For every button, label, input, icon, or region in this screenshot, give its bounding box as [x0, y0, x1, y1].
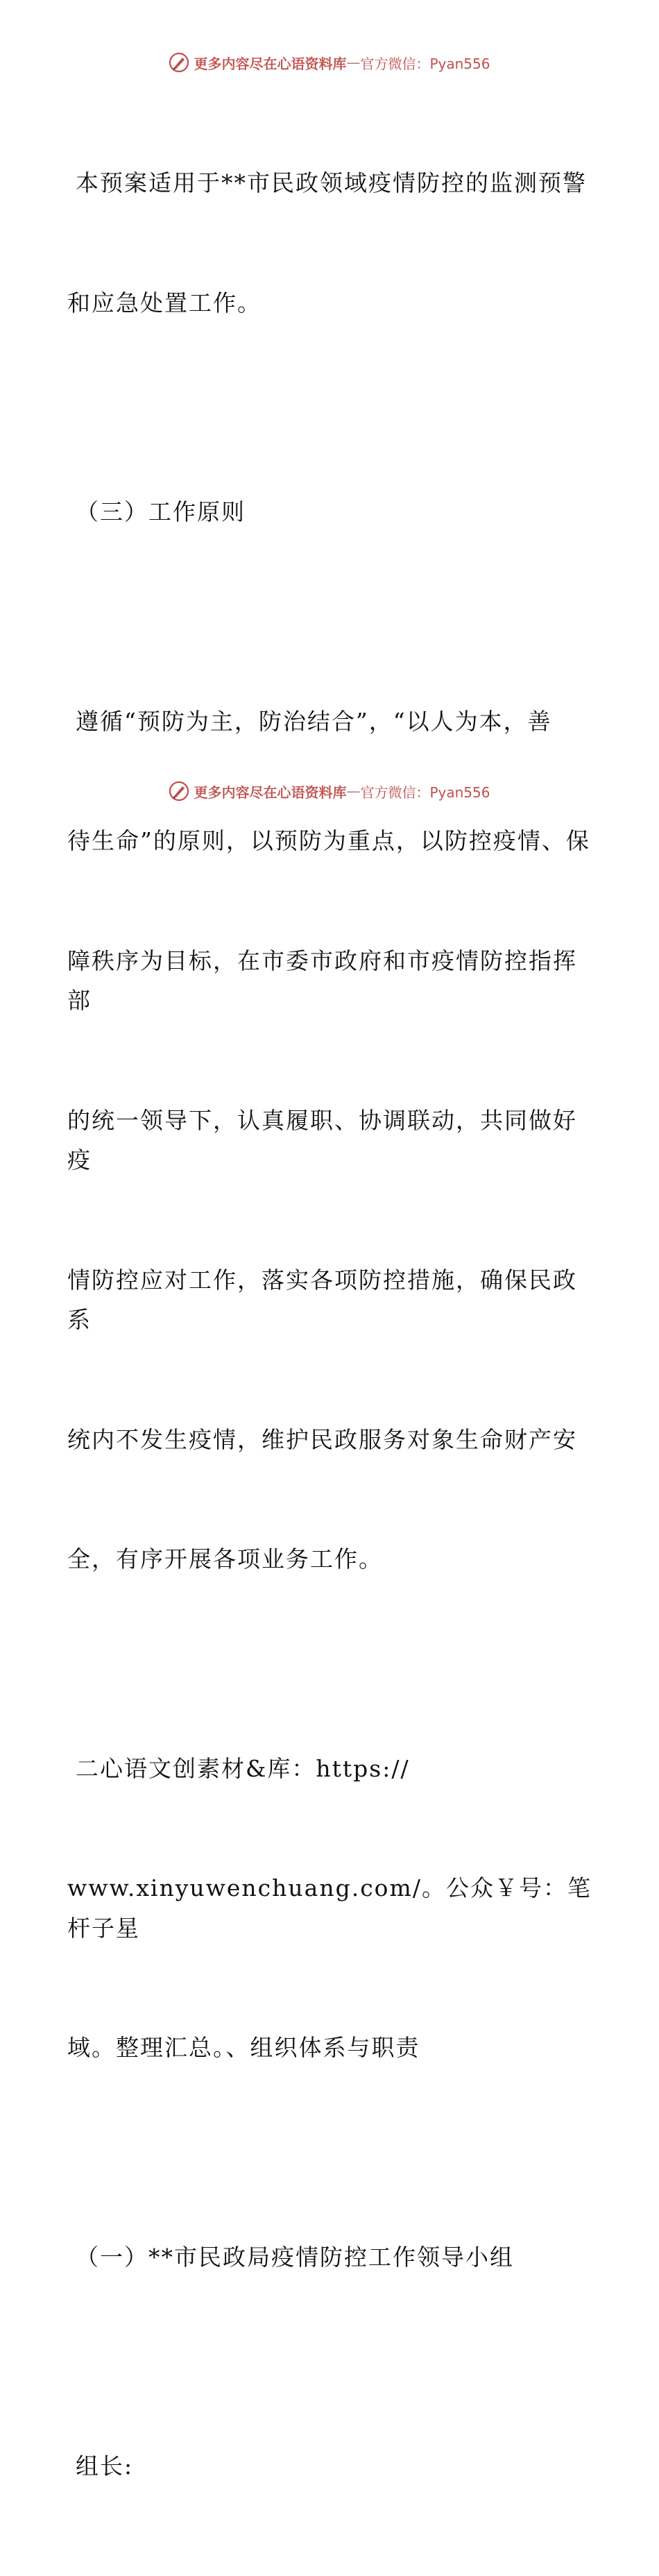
section-heading-principles: [67, 412, 594, 612]
text-line: 二心语文创素材&库：https://: [76, 1754, 410, 1782]
text-line: （一）**市民政局疫情防控工作领导小组: [76, 2243, 514, 2271]
text-line: （三）工作原则: [76, 498, 246, 525]
section-heading-leading-group: [67, 2158, 594, 2357]
text-line: 统内不发生疫情，维护民政服务对象生命财产安: [67, 1425, 577, 1453]
text-line: 全，有序开展各项业务工作。: [67, 1545, 383, 1573]
watermark-separator: —: [346, 54, 361, 71]
footer-watermark: [0, 777, 659, 805]
text-line: 的统一领导下，认真履职、协调联动，共同做好疫: [67, 1106, 577, 1173]
text-line: 待生命”的原则，以预防为重点，以防控疫情、保: [67, 827, 590, 854]
text-line: 和应急处置工作。: [67, 289, 262, 316]
text-line: 组长:: [76, 2452, 134, 2480]
text-line: 遵循“预防为主，防治结合”，“以人为本，善: [76, 707, 552, 735]
pen-logo-icon: [169, 52, 189, 73]
watermark-separator: —: [346, 783, 361, 799]
text-line: 域。整理汇总。、组织体系与职责: [67, 2034, 420, 2061]
paragraph-source-note: [67, 1669, 594, 2148]
text-line: www.xinyuwenchuang.com/。公众￥号：笔杆子星: [67, 1874, 592, 1942]
watermark-text: 更多内容尽在心语资料库: [194, 55, 347, 72]
text-line: 障秩序为目标，在市委市政府和市疫情防控指挥部: [67, 947, 577, 1014]
text-line: 情防控应对工作，落实各项防控措施，确保民政系: [67, 1266, 577, 1333]
watermark-text: 更多内容尽在心语资料库: [194, 783, 347, 801]
watermark-wechat: 官方微信：Pyan556: [360, 783, 490, 801]
pen-logo-icon: [169, 781, 189, 802]
document-body: [67, 83, 594, 2576]
paragraph-group-leader: [67, 2366, 594, 2566]
text-line: 本预案适用于**市民政领域疫情防控的监测预警: [76, 169, 587, 196]
watermark-wechat: 官方微信：Pyan556: [360, 55, 490, 72]
header-watermark: [0, 49, 659, 76]
paragraph-scope: [67, 83, 594, 402]
